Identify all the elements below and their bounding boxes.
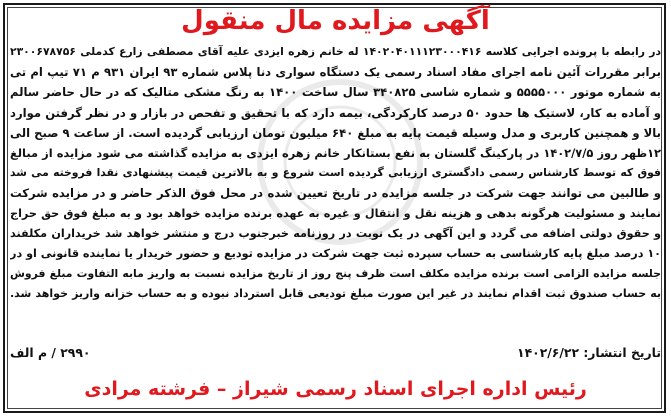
notice-line: به شماره موتور ۵۵۵۵۰۰۰ و شماره شاسی ۳۴۰۸۲۵ سال ساخت ۱۴۰۰ به رنگ مشکی متالیک که در حال حاضر سالم xyxy=(10,85,661,100)
notice-line: برابر مقررات آئین نامه اجرای مفاد اسناد رسمی یک دستگاه سواری دنا پلاس شماره ۹۳ ایران ۹۳۱ م ۷۱ تیپ ام تی xyxy=(10,65,661,80)
notice-line: ۱۰ درصد مبلغ پایه کارشناسی به حساب سپرده ثبت جهت شرکت در مزایده تودیع و حضور خریدار یا نماینده قانونی او در xyxy=(10,247,661,261)
notice-line: و طالبین می توانند جهت شرکت در جلسه مزایده در تاریخ تعیین شده در محل فوق الذکر حاضر و در مزایده شرکت xyxy=(10,186,661,201)
notice-line: به حساب صندوق ثبت اقدام نمایند در غیر این صورت مبلغ تودیعی قابل استرداد نبوده و به حساب خزانه واریز خواهد شد. xyxy=(10,287,661,301)
notice-footer xyxy=(10,345,661,381)
notice-line: بالا و همچنین کاربری و مدل وسیله قیمت پایه به مبلغ ۶۴۰ میلیون تومان ارزیابی گردیده است. از ساعت ۹ صبح الی xyxy=(10,125,661,140)
notice-line: در رابطه با پرونده اجرایی کلاسه ۱۴۰۲۰۴۰۱۱۱۲۳۰۰۰۴۱۶ له خانم زهره ایزدی علیه آقای مصطفی زارع کدملی ۲۳۰۰۶۷۸۷۵۶ xyxy=(10,45,661,58)
publish-date: تاریخ انتشار: ۱۴۰۲/۶/۲۲ xyxy=(517,345,661,360)
notice-line: و حقوق دولتی اضافه می گردد و این آگهی در یک نوبت در روزنامه خبرجنوب درج و منتشر خواهد شد خریداران مکلفند xyxy=(10,226,661,240)
notice-line: فوق که توسط کارشناس رسمی دادگستری ارزیابی گردیده است شروع و به بالاترین قیمت پیشنهادی نقدا فروخته می شد xyxy=(10,166,661,180)
notice-line: و آماده به کار، لاستیک ها حدود ۵۰ درصد کارکردگی، بیمه دارد که با تحقیق و تفحص در بازار و در نظر گرفتن موارد xyxy=(10,105,661,120)
reference-number: ۲۹۹۰ / م الف xyxy=(10,345,91,360)
notice-line: نمایند و مسئولیت هرگونه بدهی و هزینه نقل و انتقال و غیره به عهده برنده مزایده خواهد بود و به مبلغ فوق حق حراج xyxy=(10,206,661,220)
notice-body xyxy=(10,42,661,305)
notice-line: جلسه مزایده الزامی است برنده مزایده مکلف است ظرف پنج روز از تاریخ مزایده نسبت به واریز مابه التفاوت مبلغ فروش xyxy=(10,267,661,281)
notice-line: ۱۲ظهر روز ۱۴۰۲/۷/۵ در پارکینگ گلستان به نفع بستانکار خانم زهره ایزدی به مزایده گذاشته می شود مزایده از مبالغ xyxy=(10,146,661,161)
notice-title: آگهی مزایده مال منقول xyxy=(181,6,490,36)
signature-line: رئیس اداره اجرای اسناد رسمی شیراز – فرشته مرادی xyxy=(84,378,587,400)
